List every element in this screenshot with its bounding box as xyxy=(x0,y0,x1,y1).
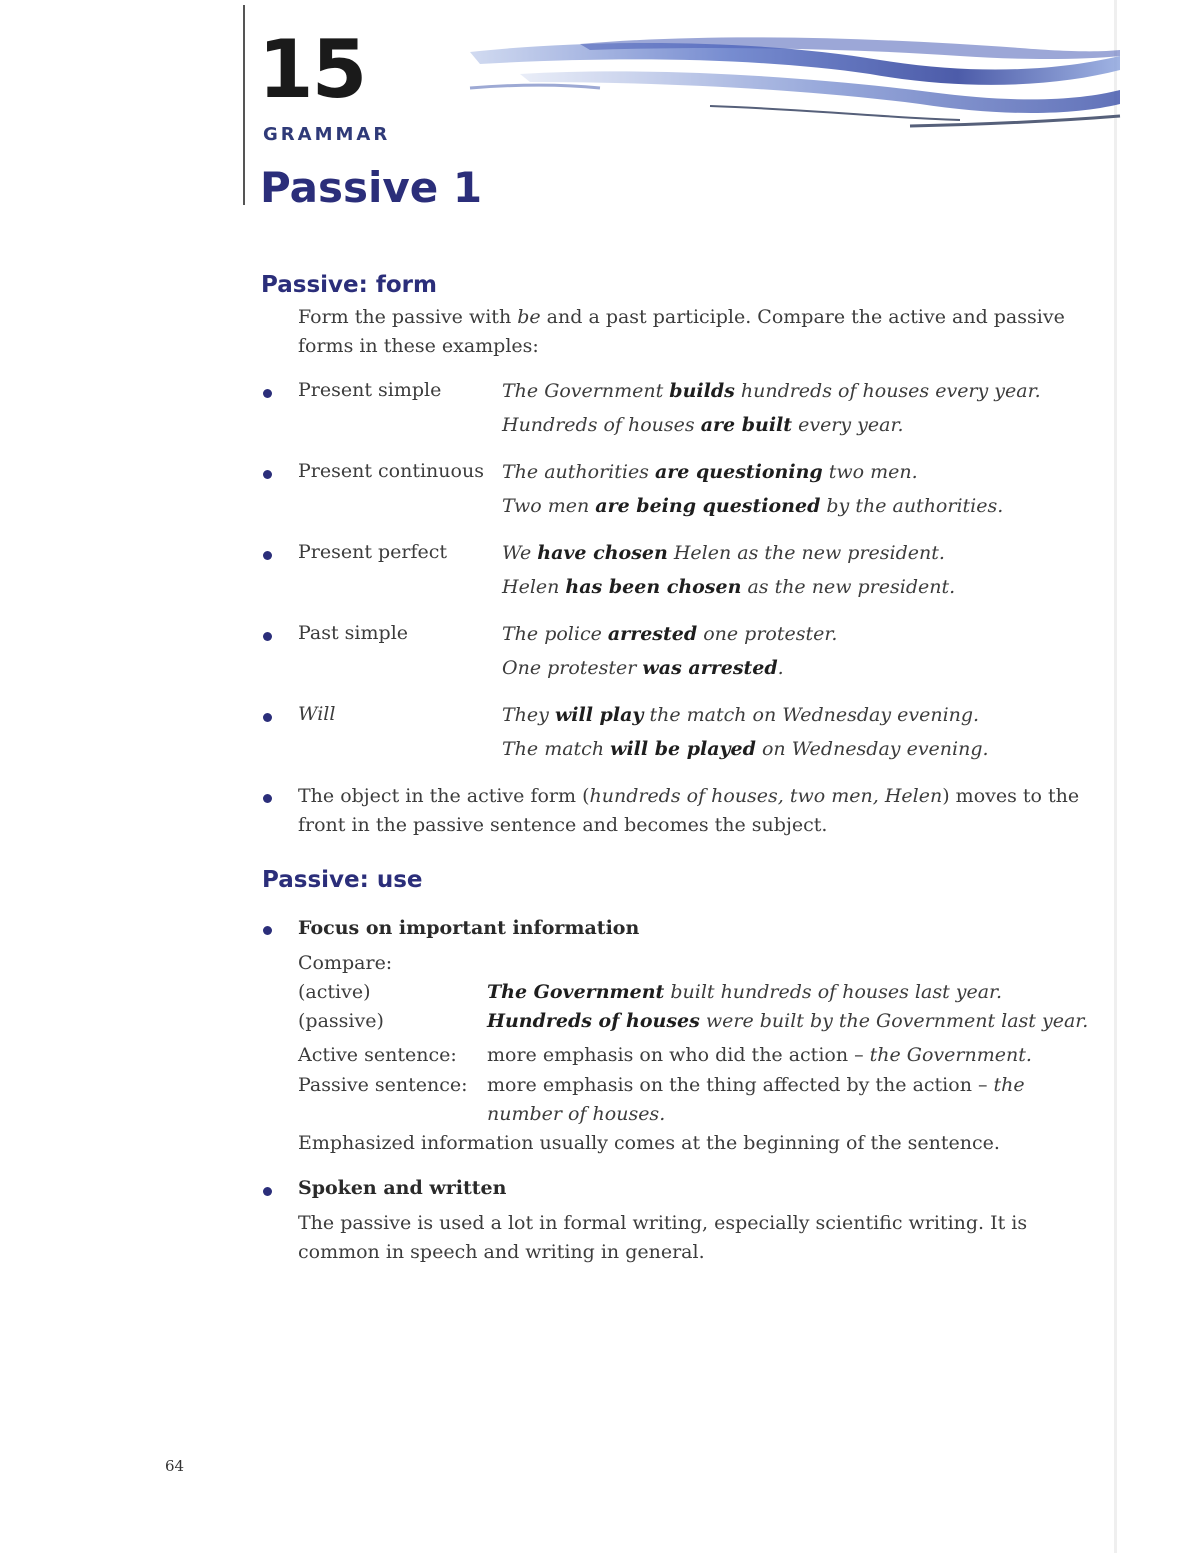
tense-label: Present simple xyxy=(298,379,442,401)
unit-rule xyxy=(243,5,245,205)
bullet-icon xyxy=(263,389,272,398)
page-number: 64 xyxy=(165,1457,185,1475)
focus-title: Focus on important information xyxy=(298,917,640,939)
bullet-icon xyxy=(263,1187,272,1196)
object-note: The object in the active form (hundreds of houses, two men, Helen) moves to the front in the passive sentence and becomes the subject. xyxy=(298,785,1080,836)
spoken-title: Spoken and written xyxy=(298,1177,507,1199)
passive-example: The match will be played on Wednesday evening. xyxy=(502,738,989,760)
active-compare-example: The Government built hundreds of houses last year. xyxy=(487,981,1003,1003)
passive-example: One protester was arrested. xyxy=(502,657,784,679)
active-label: (active) xyxy=(298,981,371,1003)
bullet-icon xyxy=(263,794,272,803)
section-heading-form: Passive: form xyxy=(261,272,437,298)
active-example: The authorities are questioning two men. xyxy=(502,461,918,483)
active-example: The Government builds hundreds of houses every year. xyxy=(502,380,1041,402)
bullet-icon xyxy=(263,632,272,641)
tense-label: Present continuous xyxy=(298,460,484,482)
bullet-icon xyxy=(263,551,272,560)
spoken-text: The passive is used a lot in formal writing, especially scientific writing. It is common in speech and writing in general. xyxy=(298,1212,1028,1263)
passive-sentence-label: Passive sentence: xyxy=(298,1074,468,1096)
active-example: The police arrested one protester. xyxy=(502,623,838,645)
active-example: We have chosen Helen as the new president. xyxy=(502,542,945,564)
passive-example: Two men are being questioned by the authorities. xyxy=(502,495,1004,517)
unit-title: Passive 1 xyxy=(260,163,483,212)
bullet-icon xyxy=(263,713,272,722)
passive-example: Hundreds of houses are built every year. xyxy=(502,414,904,436)
bullet-icon xyxy=(263,470,272,479)
unit-label: GRAMMAR xyxy=(263,124,391,145)
section-heading-use: Passive: use xyxy=(262,867,423,893)
passive-compare-example: Hundreds of houses were built by the Government last year. xyxy=(487,1010,1089,1032)
form-intro: Form the passive with be and a past participle. Compare the active and passive forms in these examples: xyxy=(298,306,1065,357)
tense-label: Will xyxy=(298,703,336,725)
passive-example: Helen has been chosen as the new president. xyxy=(502,576,956,598)
passive-sentence-text: more emphasis on the thing affected by the action – the number of houses. xyxy=(487,1074,1025,1125)
tense-label: Past simple xyxy=(298,622,409,644)
active-sentence-label: Active sentence: xyxy=(298,1044,457,1066)
page-edge xyxy=(1114,0,1117,1553)
unit-number: 15 xyxy=(258,23,366,116)
active-example: They will play the match on Wednesday evening. xyxy=(502,704,980,726)
compare-label: Compare: xyxy=(298,952,393,974)
focus-summary: Emphasized information usually comes at the beginning of the sentence. xyxy=(298,1132,1000,1154)
tense-label: Present perfect xyxy=(298,541,448,563)
decorative-swoosh xyxy=(460,30,1125,135)
passive-label: (passive) xyxy=(298,1010,384,1032)
bullet-icon xyxy=(263,926,272,935)
active-sentence-text: more emphasis on who did the action – the Government. xyxy=(487,1044,1032,1066)
